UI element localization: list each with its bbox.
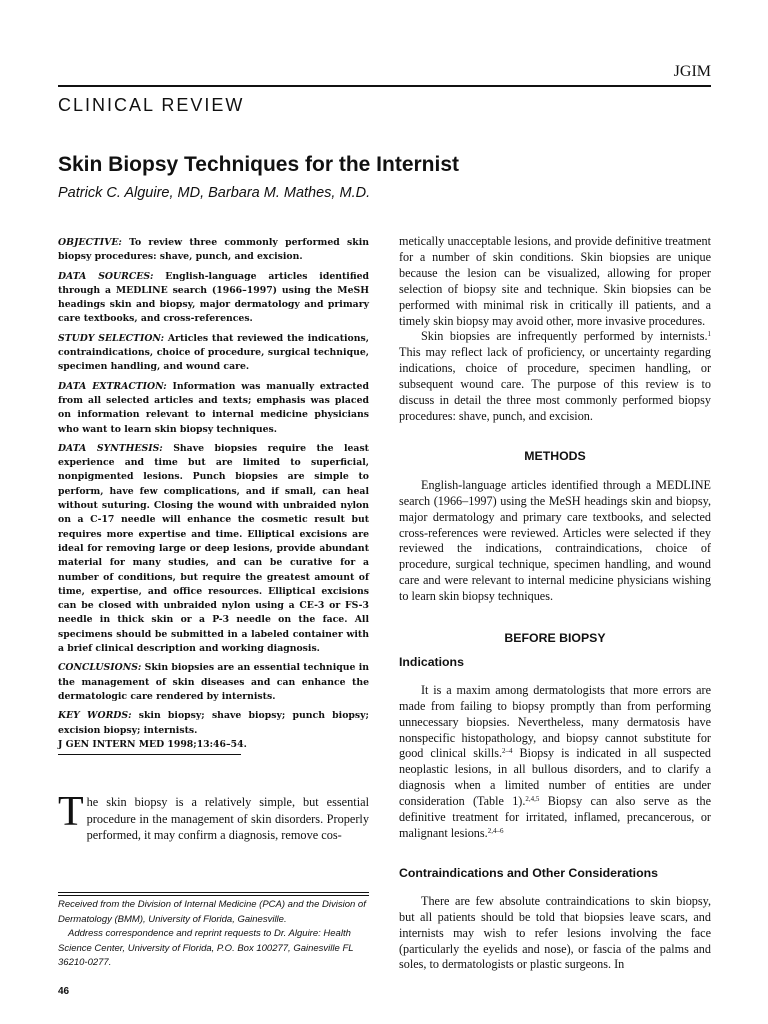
section-label: CLINICAL REVIEW bbox=[58, 95, 245, 115]
abstract-keywords bbox=[58, 709, 369, 738]
citation-superscript: 1 bbox=[707, 330, 711, 339]
abstract-rule bbox=[58, 754, 241, 755]
page-number: 46 bbox=[58, 986, 70, 997]
drop-cap: T bbox=[58, 789, 84, 835]
right-column bbox=[399, 234, 711, 973]
intro-paragraph bbox=[58, 789, 369, 844]
abstract-selection bbox=[58, 332, 369, 375]
indications-heading: Indications bbox=[399, 654, 464, 669]
footnote-received: Received from the Division of Internal Medicine (PCA) and the Division of Dermatology (BMM), University of Florida, Gainesville. bbox=[58, 899, 366, 925]
body-text: Biopsy can also serve as the definitive treatment for irritated, inflamed, precancerous, or malignant lesions. bbox=[399, 794, 712, 840]
footnote-address: Address correspondence and reprint requests to Dr. Alguire: Health Science Center, University of Florida, P.O. Box 100277, Gainesville FL 36210-0277. bbox=[58, 928, 354, 969]
methods-paragraph: English-language articles identified through a MEDLINE search (1966–1997) using the MeSH headings skin and biopsy, major dermatology and primary care textbooks, and selected cross-references were reviewed. Articles were selected if they reviewed the indications, contraindications, choice of procedure, surgical technique, specimen handling, and wound care and were relevant to internal medicine physicians wishing to learn skin biopsy techniques. bbox=[399, 477, 711, 604]
abstract-synthesis bbox=[58, 442, 369, 656]
abstract-text: Skin biopsies are an essential technique in the management of skin diseases and can enhance the dermatologic care rendered by internists. bbox=[58, 662, 369, 702]
abstract-text: Shave biopsies require the least experience and time but are limited to superficial, nonpigmented lesions. Punch biopsies are simple to perform, have few complications, and if small, can heal without suturing. Closing the wound with unbraided nylon on a C-17 needle will enhance the cosmetic result but requires more expertise and time. Elliptical excisions are ideal for removing large or deep lesions, provide abundant material for many studies, and can be curative for a number of conditions, but require the greatest amount of time, expertise, and office resources. Elliptical excisions can be closed with unbraided nylon using a CE-3 or FS-3 needle in thick skin or a P-3 needle on the face. All specimens should be submitted in a labeled container with a brief clinical description and working diagnosis. bbox=[58, 442, 369, 655]
abstract-text: skin biopsy; shave biopsy; punch biopsy; excision biopsy; internists. bbox=[58, 710, 369, 736]
footnote-rule bbox=[58, 892, 369, 893]
body-paragraph: metically unacceptable lesions, and provide definitive treatment for a number of skin conditions. Skin biopsies are unique because the lesion can be visualized, allowing for proper selection of biopsy site and technique. Skin biopsies can be performed with minimal risk in critically ill patients, and a timely skin biopsy may avoid other, more invasive procedures. bbox=[399, 234, 711, 328]
abstract-label: DATA EXTRACTION: bbox=[58, 380, 167, 392]
citation-superscript: 2,4,5 bbox=[525, 795, 540, 804]
abstract-extraction bbox=[58, 380, 369, 437]
header-rule bbox=[58, 85, 711, 87]
abstract-label: CONCLUSIONS: bbox=[58, 662, 142, 674]
journal-citation: J GEN INTERN MED 1998;13:46–54. bbox=[58, 738, 247, 750]
body-text: Biopsy is indicated in all suspected neoplastic lesions, in all bullous disorders, and to clarify a diagnosis when a limited number of entities are under consideration (Table 1). bbox=[399, 746, 711, 809]
abstract-text: Information was manually extracted from all selected articles and texts; emphasis was placed on information relevant to internal medicine physicians who want to learn skin biopsy techniques. bbox=[58, 380, 369, 435]
abstract-text: To review three commonly performed skin biopsy procedures: shave, punch, and excision. bbox=[58, 237, 369, 263]
citation-superscript: 2–4 bbox=[502, 747, 513, 756]
body-text: Skin biopsies are infrequently performed by internists. bbox=[421, 329, 708, 344]
abstract-conclusions bbox=[58, 661, 369, 704]
abstract-text: English-language articles identified through a MEDLINE search (1966–1997) using the MeSH headings skin and biopsy, major dermatology and primary care textbooks, and cross-references. bbox=[58, 270, 369, 325]
before-biopsy-heading: BEFORE BIOPSY bbox=[504, 631, 606, 646]
abstract-sources bbox=[58, 270, 369, 327]
abstract-objective bbox=[58, 236, 369, 265]
abstract-label: KEY WORDS: bbox=[58, 710, 132, 722]
abstract-label: DATA SYNTHESIS: bbox=[58, 442, 163, 454]
abstract-text: Articles that reviewed the indications, contraindications, choice of procedure, surgical technique, specimen handling, and wound care. bbox=[58, 332, 369, 373]
abstract-label: STUDY SELECTION: bbox=[58, 332, 165, 344]
indications-paragraph bbox=[399, 683, 711, 842]
body-paragraph bbox=[399, 329, 711, 424]
methods-heading: METHODS bbox=[524, 448, 586, 463]
abstract-label: OBJECTIVE: bbox=[58, 237, 122, 248]
abstract bbox=[58, 236, 369, 757]
contraindications-paragraph: There are few absolute contraindications to skin biopsy, but all patients should be told that biopsies leave scars, and internists may wish to refer lesions involving the face (particularly the eyelids and nose), or fascia of the palms and soles, to dermatologists or plastic surgeons. In bbox=[399, 893, 711, 972]
footnote bbox=[58, 898, 369, 971]
article-authors: Patrick C. Alguire, MD, Barbara M. Mathes, M.D. bbox=[58, 185, 371, 201]
body-text: This may reflect lack of proficiency, or uncertainty regarding indications, choice of procedure, specimen handling, or subsequent wound care. The purpose of this review is to discuss in detail the three most commonly performed biopsy procedures: shave, punch, and excision. bbox=[399, 345, 711, 423]
journal-name: JGIM bbox=[673, 63, 711, 80]
citation-superscript: 2,4–6 bbox=[487, 827, 504, 835]
footnote-rule bbox=[58, 895, 369, 896]
intro-text: he skin biopsy is a relatively simple, but essential procedure in the management of skin disorders. Properly performed, it may confirm a diagnosis, remove cos- bbox=[86, 795, 369, 842]
abstract-label: DATA SOURCES: bbox=[58, 270, 154, 282]
article-title: Skin Biopsy Techniques for the Internist bbox=[58, 153, 459, 176]
body-text: It is a maxim among dermatologists that more errors are made from failing to biopsy promptly than from performing unnecessary biopsies. Nevertheless, many dermatosis have nonspecific histopathology, and biopsy cannot substitute for good clinical skills. bbox=[399, 682, 711, 761]
contraindications-heading: Contraindications and Other Considerations bbox=[399, 865, 658, 880]
